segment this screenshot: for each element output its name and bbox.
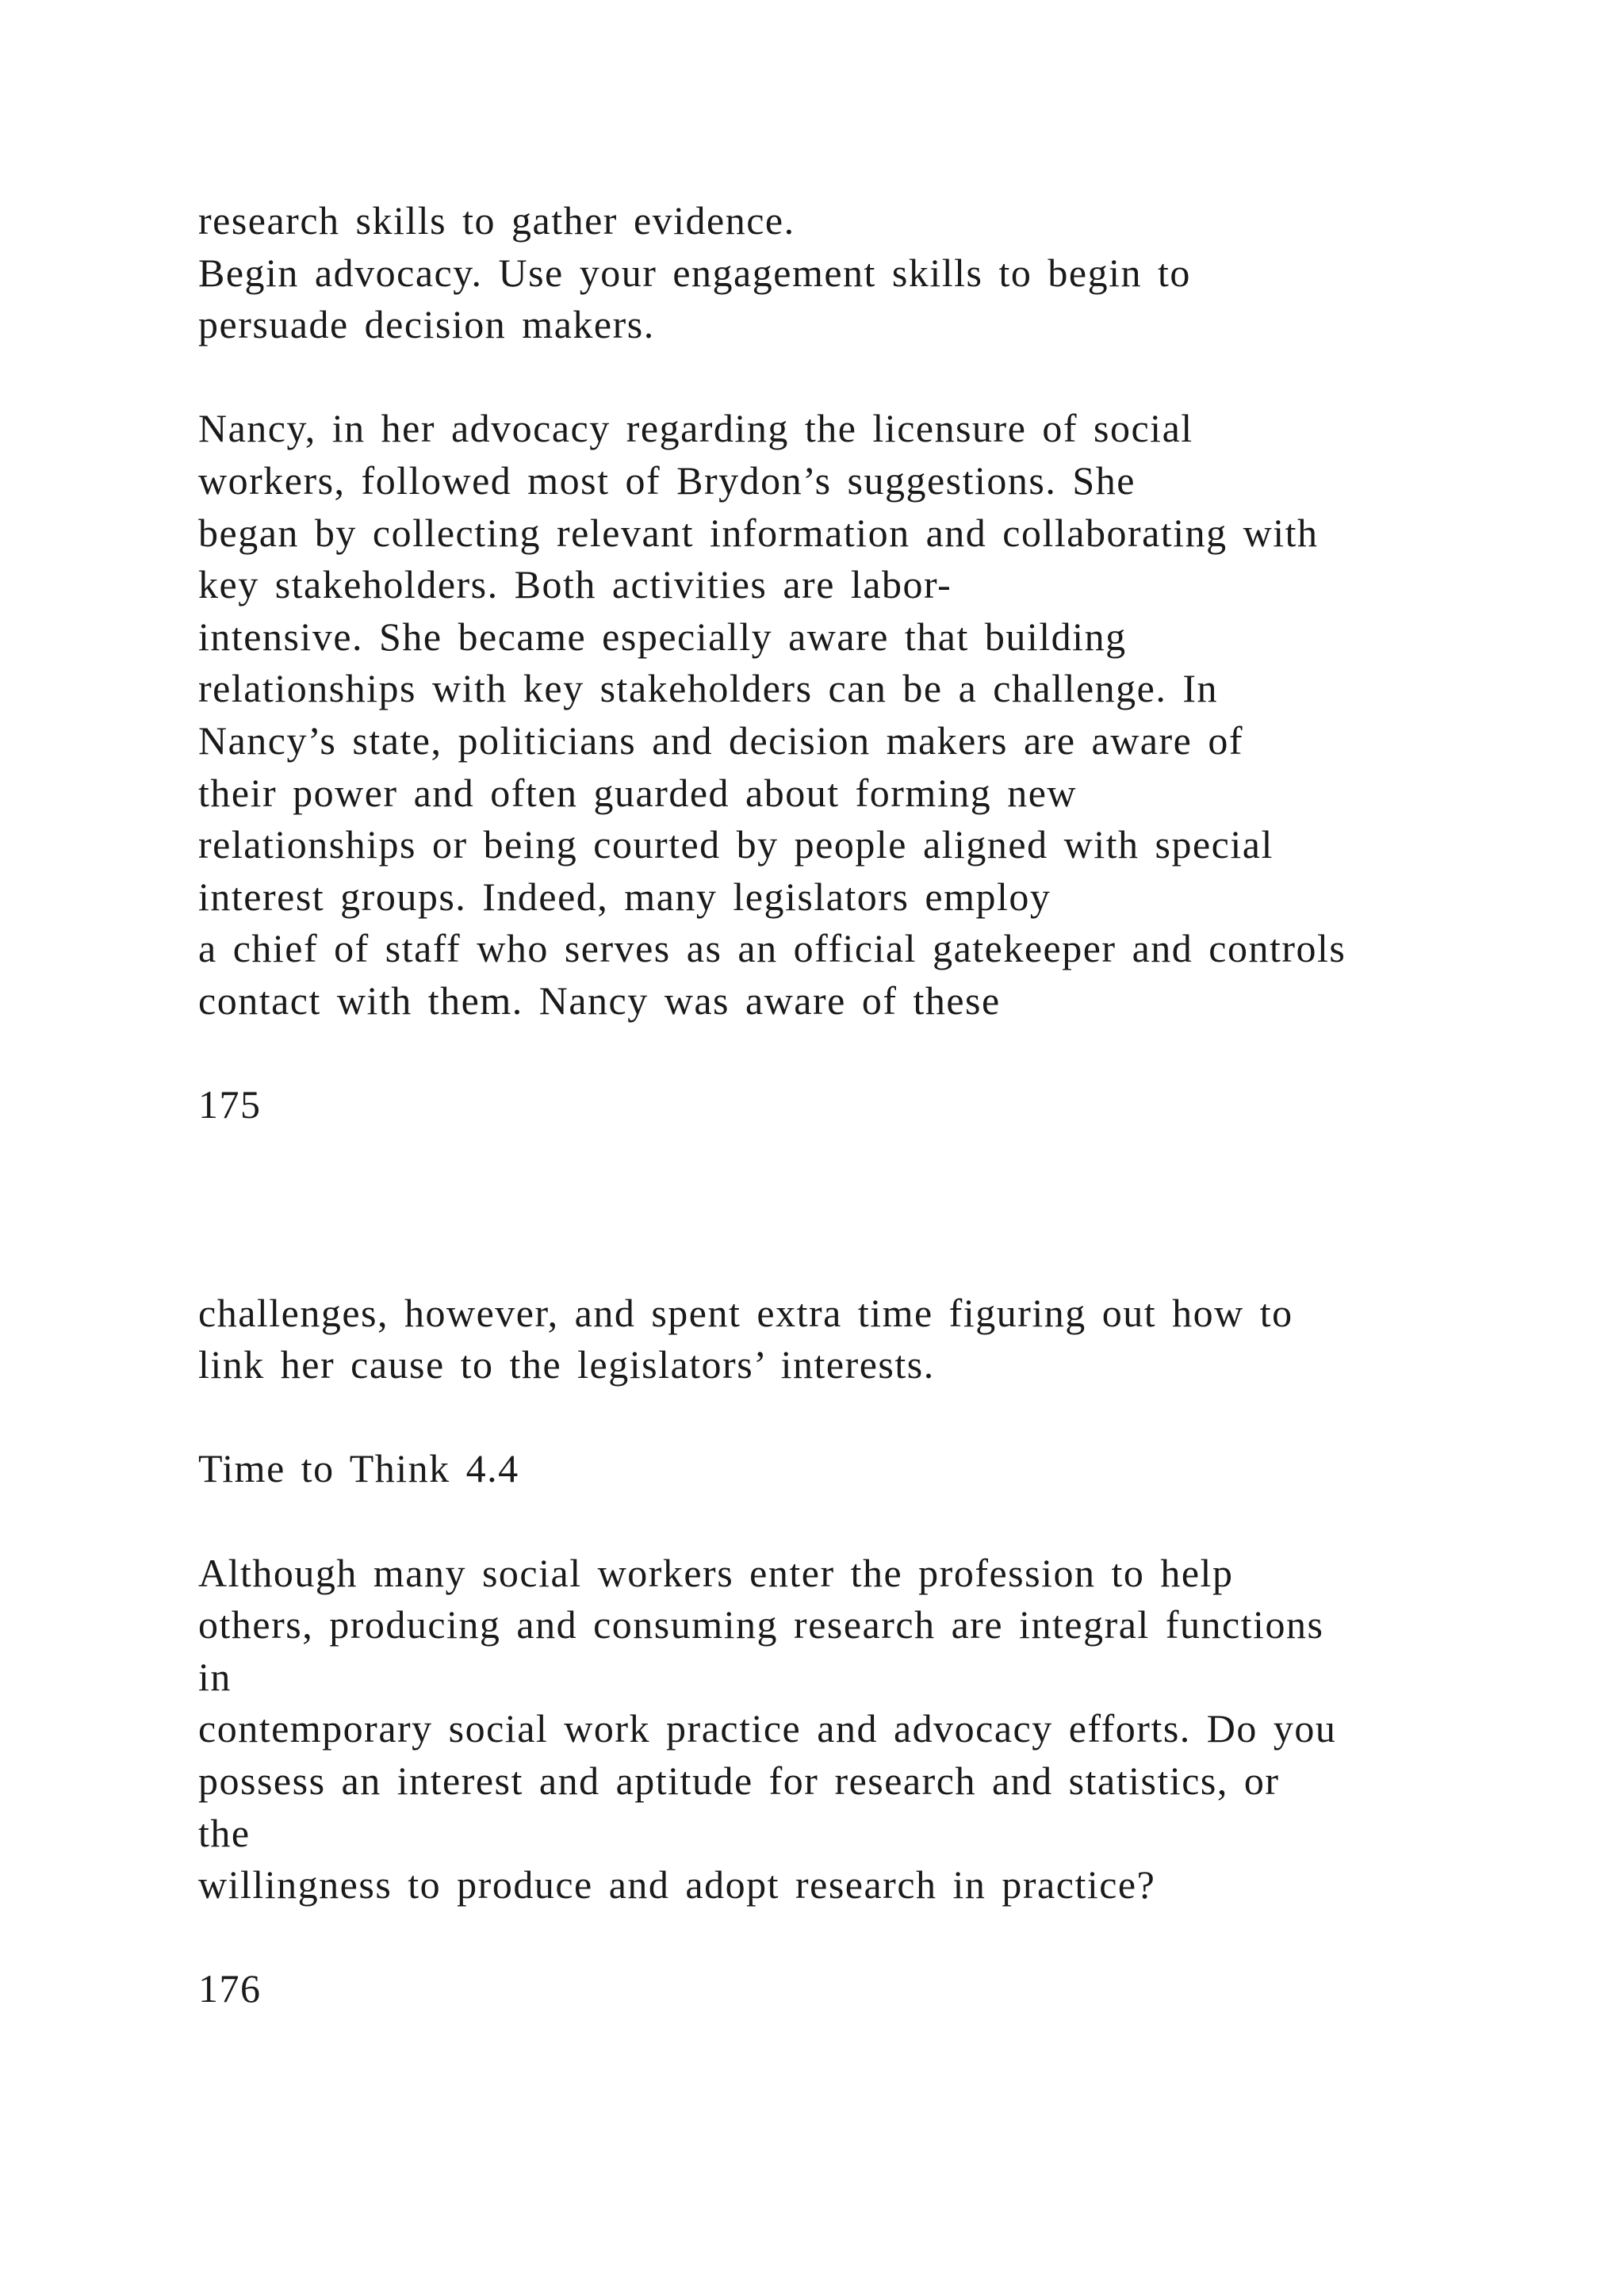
text-line: possess an interest and aptitude for research and statistics, or [198, 1758, 1280, 1804]
text-line: the [198, 1810, 251, 1855]
page-number: 176 [198, 1966, 262, 2011]
text-line: Nancy, in her advocacy regarding the licensure of social [198, 406, 1193, 451]
text-line: research skills to gather evidence. [198, 198, 795, 243]
section-heading: Time to Think 4.4 [198, 1446, 519, 1491]
text-line: contemporary social work practice and advocacy efforts. Do you [198, 1706, 1337, 1751]
paragraph-gap [198, 351, 1546, 404]
text-line: intensive. She became especially aware that building [198, 614, 1127, 659]
text-line: a chief of staff who serves as an official gatekeeper and controls [198, 926, 1346, 971]
text-line: persuade decision makers. [198, 302, 655, 347]
text-line: contact with them. Nancy was aware of these [198, 978, 1001, 1023]
document-body [198, 195, 1546, 2015]
paragraph-gap [198, 1027, 1546, 1080]
text-line: began by collecting relevant information and collaborating with [198, 510, 1319, 555]
text-line: workers, followed most of Brydon’s suggestions. She [198, 457, 1136, 503]
text-line: others, producing and consuming research are integral functions [198, 1602, 1324, 1647]
text-line: link her cause to the legislators’ interests. [198, 1342, 935, 1387]
paragraph-gap [198, 1495, 1546, 1548]
text-line: challenges, however, and spent extra time figuring out how to [198, 1290, 1293, 1335]
text-line: their power and often guarded about forming new [198, 770, 1078, 815]
text-line: relationships or being courted by people aligned with special [198, 822, 1274, 867]
paragraph-gap [198, 1911, 1546, 1964]
text-line: key stakeholders. Both activities are labor- [198, 562, 952, 607]
text-line: Nancy’s state, politicians and decision makers are aware of [198, 718, 1243, 763]
text-line: in [198, 1654, 232, 1699]
page-number: 175 [198, 1082, 262, 1127]
paragraph-gap [198, 1391, 1546, 1444]
text-line: interest groups. Indeed, many legislators employ [198, 874, 1051, 919]
text-line: relationships with key stakeholders can be a challenge. In [198, 666, 1219, 711]
text-line: Begin advocacy. Use your engagement skills to begin to [198, 250, 1191, 295]
text-line: willingness to produce and adopt research in practice? [198, 1862, 1156, 1908]
text-line: Although many social workers enter the profession to help [198, 1550, 1234, 1595]
page-break [198, 1131, 1546, 1288]
